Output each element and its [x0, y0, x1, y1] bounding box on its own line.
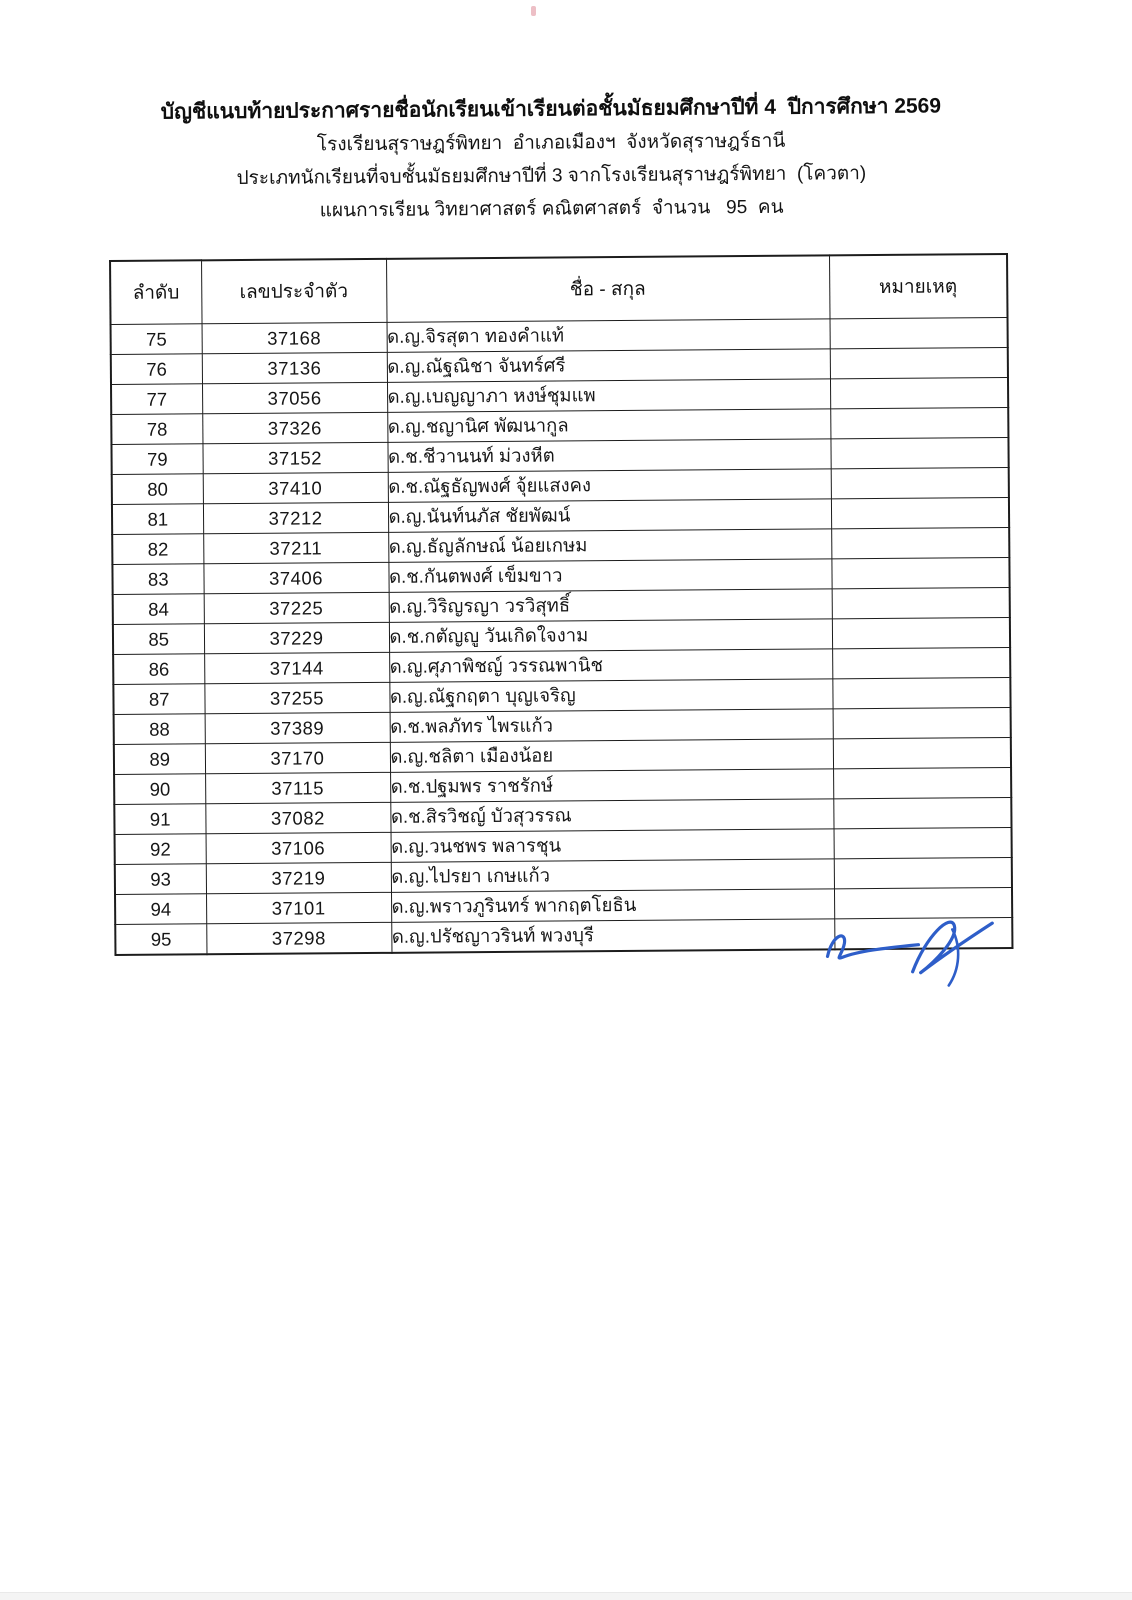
student-name-cell: ด.ญ.ชลิตา เมืองน้อย	[390, 739, 833, 772]
order-cell: 95	[115, 924, 206, 955]
student-name-cell: ด.ญ.นันท์นภัส ชัยพัฒน์	[388, 499, 831, 532]
student-name-cell: ด.ญ.ชญานิศ พัฒนากูล	[387, 409, 830, 442]
document-header	[1, 88, 1102, 230]
student-name-cell: ด.ญ.พราวภูรินทร์ พากฤตโยธิน	[391, 889, 834, 922]
student-id-cell: 37115	[205, 772, 390, 803]
order-cell: 94	[115, 894, 206, 925]
student-name-cell: ด.ช.พลภัทร ไพรแก้ว	[390, 709, 833, 742]
student-id-cell: 37152	[202, 442, 387, 473]
student-name-cell: ด.ช.ชีวานนท์ ม่วงหีต	[387, 439, 830, 472]
remark-cell	[830, 377, 1008, 408]
student-name-cell: ด.ญ.ปรัชญาวรินท์ พวงบุรี	[391, 919, 834, 953]
student-name-cell: ด.ญ.ธัญลักษณ์ น้อยเกษม	[388, 529, 831, 562]
student-id-cell: 37406	[203, 562, 388, 593]
order-cell: 89	[114, 744, 205, 775]
column-header-student-id: เลขประจำตัว	[201, 259, 386, 324]
student-id-cell: 37082	[205, 802, 390, 833]
student-name-cell: ด.ญ.จิรสุตา ทองคำแท้	[387, 319, 830, 352]
student-id-cell: 37101	[206, 892, 391, 923]
student-id-cell: 37056	[202, 382, 387, 413]
student-name-cell: ด.ญ.ศุภาพิชญ์ วรรณพานิช	[389, 649, 832, 682]
order-cell: 77	[111, 384, 202, 415]
column-header-order: ลำดับ	[110, 260, 201, 324]
student-name-cell: ด.ช.กตัญญู วันเกิดใจงาม	[389, 619, 832, 652]
title-line-2: โรงเรียนสุราษฎร์พิทยา อำเภอเมืองฯ จังหวัดสุราษฎร์ธานี	[316, 130, 786, 156]
order-cell: 87	[113, 684, 204, 715]
order-cell: 81	[112, 504, 203, 535]
student-id-cell: 37211	[203, 532, 388, 563]
student-name-cell: ด.ช.ปฐมพร ราชรักษ์	[390, 769, 833, 802]
table-body	[111, 317, 1013, 955]
student-name-cell: ด.ญ.ณัฐกฤตา บุญเจริญ	[389, 679, 832, 712]
scan-bottom-edge	[0, 1592, 1132, 1600]
order-cell: 78	[111, 414, 202, 445]
student-id-cell: 37168	[202, 322, 387, 353]
title-line-4: แผนการเรียน วิทยาศาสตร์ คณิตศาสตร์ จำนวน 95 คน	[319, 196, 784, 222]
student-id-cell: 37170	[205, 742, 390, 773]
order-cell: 82	[112, 534, 203, 565]
student-id-cell: 37136	[202, 352, 387, 383]
remark-cell	[833, 737, 1011, 768]
remark-cell	[832, 677, 1010, 708]
remark-cell	[831, 557, 1009, 588]
remark-cell	[831, 527, 1009, 558]
student-id-cell: 37106	[206, 832, 391, 863]
remark-cell	[832, 647, 1010, 678]
student-name-cell: ด.ญ.วิริญรญา วรวิสุทธิ์	[389, 589, 832, 622]
student-name-cell: ด.ญ.ณัฐณิชา จันทร์ศรี	[387, 349, 830, 382]
order-cell: 84	[113, 594, 204, 625]
remark-cell	[834, 887, 1012, 918]
student-id-cell: 37389	[205, 712, 390, 743]
order-cell: 93	[115, 864, 206, 895]
column-header-name: ชื่อ - สกุล	[386, 255, 829, 322]
remark-cell	[832, 617, 1010, 648]
remark-cell	[830, 407, 1008, 438]
title-line-1: บัญชีแนบท้ายประกาศรายชื่อนักเรียนเข้าเรียนต่อชั้นมัธยมศึกษาปีที่ 4 ปีการศึกษา 2569	[160, 94, 942, 124]
student-name-cell: ด.ญ.เบญญาภา หงษ์ชุมแพ	[387, 379, 830, 412]
student-id-cell: 37212	[203, 502, 388, 533]
student-name-cell: ด.ช.สิรวิชญ์ บัวสุวรรณ	[390, 799, 833, 832]
remark-cell	[830, 437, 1008, 468]
remark-cell	[830, 347, 1008, 378]
student-id-cell: 37298	[206, 922, 391, 954]
order-cell: 85	[113, 624, 204, 655]
remark-cell	[833, 797, 1011, 828]
column-header-remark: หมายเหตุ	[829, 254, 1007, 319]
order-cell: 79	[111, 444, 202, 475]
table-row	[115, 917, 1012, 955]
title-line-3: ประเภทนักเรียนที่จบชั้นมัธยมศึกษาปีที่ 3 จากโรงเรียนสุราษฎร์พิทยา (โควตา)	[236, 163, 867, 190]
student-id-cell: 37219	[206, 862, 391, 893]
remark-cell	[834, 827, 1012, 858]
order-cell: 83	[112, 564, 203, 595]
student-id-cell: 37229	[204, 622, 389, 653]
remark-cell	[833, 707, 1011, 738]
order-cell: 76	[111, 354, 202, 385]
student-name-cell: ด.ช.กันตพงศ์ เข็มขาว	[388, 559, 831, 592]
student-id-cell: 37410	[203, 472, 388, 503]
student-id-cell: 37144	[204, 652, 389, 683]
remark-cell	[834, 917, 1012, 949]
remark-cell	[831, 467, 1009, 498]
order-cell: 80	[112, 474, 203, 505]
remark-cell	[833, 767, 1011, 798]
order-cell: 88	[114, 714, 205, 745]
remark-cell	[834, 857, 1012, 888]
student-name-cell: ด.ญ.วนชพร พลารชุน	[391, 829, 834, 862]
student-roster-table	[109, 253, 1013, 956]
remark-cell	[831, 497, 1009, 528]
student-id-cell: 37225	[204, 592, 389, 623]
student-id-cell: 37255	[204, 682, 389, 713]
remark-cell	[830, 317, 1008, 348]
table-header-row	[110, 254, 1007, 325]
order-cell: 86	[113, 654, 204, 685]
student-id-cell: 37326	[202, 412, 387, 443]
order-cell: 90	[114, 774, 205, 805]
student-name-cell: ด.ช.ณัฐธัญพงศ์ จุ้ยแสงคง	[388, 469, 831, 502]
order-cell: 91	[114, 804, 205, 835]
order-cell: 92	[115, 834, 206, 865]
student-name-cell: ด.ญ.ไปรยา เกษแก้ว	[391, 859, 834, 892]
order-cell: 75	[111, 324, 202, 355]
remark-cell	[832, 587, 1010, 618]
